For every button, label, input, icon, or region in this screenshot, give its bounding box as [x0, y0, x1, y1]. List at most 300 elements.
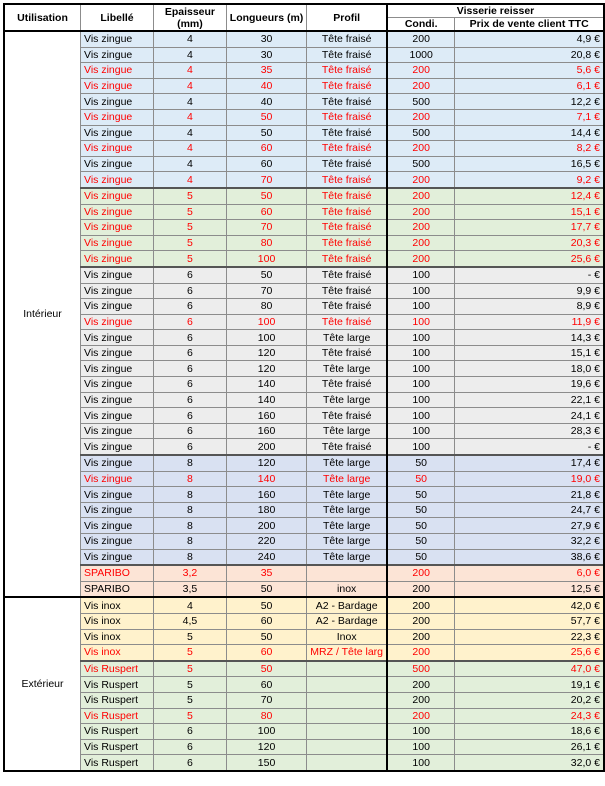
- table-row: [4, 377, 604, 393]
- condi-cell: 200: [387, 188, 455, 204]
- prix-cell: 15,1 €: [455, 204, 604, 220]
- table-row: [4, 581, 604, 597]
- profil-cell: Tête large: [307, 487, 387, 503]
- profil-cell: Tête fraisé: [307, 299, 387, 315]
- condi-cell: 200: [387, 78, 455, 94]
- prix-cell: 7,1 €: [455, 109, 604, 125]
- prix-cell: 19,6 €: [455, 377, 604, 393]
- table-row: [4, 613, 604, 629]
- table-row: [4, 235, 604, 251]
- profil-cell: Tête large: [307, 423, 387, 439]
- libelle-cell: Vis zingue: [81, 267, 154, 283]
- libelle-cell: Vis zingue: [81, 471, 154, 487]
- longueur-cell: 220: [226, 534, 307, 550]
- profil-cell: Tête fraisé: [307, 94, 387, 110]
- epaisseur-cell: 6: [154, 755, 227, 771]
- profil-cell: Tête fraisé: [307, 220, 387, 236]
- condi-cell: 100: [387, 423, 455, 439]
- libelle-cell: Vis zingue: [81, 31, 154, 47]
- table-row: [4, 487, 604, 503]
- prix-cell: 11,9 €: [455, 314, 604, 330]
- epaisseur-cell: 4: [154, 78, 227, 94]
- prix-cell: - €: [455, 267, 604, 283]
- condi-cell: 50: [387, 487, 455, 503]
- profil-cell: A2 - Bardage: [307, 613, 387, 629]
- profil-cell: Tête large: [307, 549, 387, 565]
- epaisseur-cell: 6: [154, 439, 227, 455]
- libelle-cell: Vis Ruspert: [81, 692, 154, 708]
- prix-cell: 20,8 €: [455, 47, 604, 63]
- prix-cell: 4,9 €: [455, 31, 604, 47]
- longueur-cell: 100: [226, 251, 307, 267]
- longueur-cell: 240: [226, 549, 307, 565]
- longueur-cell: 180: [226, 502, 307, 518]
- libelle-cell: Vis zingue: [81, 172, 154, 188]
- libelle-cell: Vis zingue: [81, 534, 154, 550]
- prix-cell: 24,3 €: [455, 708, 604, 724]
- prix-cell: 20,2 €: [455, 692, 604, 708]
- profil-cell: A2 - Bardage: [307, 597, 387, 613]
- condi-cell: 200: [387, 645, 455, 661]
- longueur-cell: 40: [226, 94, 307, 110]
- epaisseur-cell: 4: [154, 94, 227, 110]
- longueur-cell: 80: [226, 299, 307, 315]
- header-visserie-reisser: Visserie reisser: [387, 4, 604, 18]
- condi-cell: 200: [387, 597, 455, 613]
- condi-cell: 500: [387, 125, 455, 141]
- longueur-cell: 40: [226, 78, 307, 94]
- libelle-cell: Vis zingue: [81, 423, 154, 439]
- condi-cell: 1000: [387, 47, 455, 63]
- condi-cell: 50: [387, 534, 455, 550]
- table-row: [4, 408, 604, 424]
- libelle-cell: Vis zingue: [81, 109, 154, 125]
- epaisseur-cell: 6: [154, 392, 227, 408]
- longueur-cell: 60: [226, 613, 307, 629]
- profil-cell: Tête fraisé: [307, 235, 387, 251]
- profil-cell: Tête fraisé: [307, 125, 387, 141]
- condi-cell: 100: [387, 330, 455, 346]
- prix-cell: 18,6 €: [455, 724, 604, 740]
- prix-cell: 8,2 €: [455, 141, 604, 157]
- epaisseur-cell: 8: [154, 487, 227, 503]
- longueur-cell: 60: [226, 156, 307, 172]
- epaisseur-cell: 5: [154, 708, 227, 724]
- condi-cell: 100: [387, 361, 455, 377]
- prix-cell: 28,3 €: [455, 423, 604, 439]
- table-row: [4, 692, 604, 708]
- condi-cell: 100: [387, 724, 455, 740]
- epaisseur-cell: 5: [154, 677, 227, 693]
- prix-cell: 14,4 €: [455, 125, 604, 141]
- condi-cell: 200: [387, 235, 455, 251]
- condi-cell: 500: [387, 94, 455, 110]
- price-table: [3, 3, 605, 772]
- longueur-cell: 50: [226, 581, 307, 597]
- prix-cell: 24,7 €: [455, 502, 604, 518]
- utilisation-cell: Extérieur: [4, 597, 81, 771]
- longueur-cell: 30: [226, 31, 307, 47]
- profil-cell: Tête fraisé: [307, 141, 387, 157]
- header-libelle: Libellé: [81, 4, 154, 31]
- prix-cell: 16,5 €: [455, 156, 604, 172]
- libelle-cell: Vis zingue: [81, 63, 154, 79]
- longueur-cell: 70: [226, 283, 307, 299]
- libelle-cell: Vis zingue: [81, 361, 154, 377]
- condi-cell: 200: [387, 708, 455, 724]
- epaisseur-cell: 6: [154, 724, 227, 740]
- profil-cell: [307, 739, 387, 755]
- condi-cell: 100: [387, 299, 455, 315]
- libelle-cell: Vis zingue: [81, 125, 154, 141]
- table-row: [4, 739, 604, 755]
- condi-cell: 100: [387, 314, 455, 330]
- prix-cell: 12,5 €: [455, 581, 604, 597]
- condi-cell: 200: [387, 220, 455, 236]
- libelle-cell: Vis zingue: [81, 455, 154, 471]
- profil-cell: Tête fraisé: [307, 439, 387, 455]
- libelle-cell: Vis Ruspert: [81, 739, 154, 755]
- libelle-cell: Vis zingue: [81, 220, 154, 236]
- table-row: [4, 345, 604, 361]
- libelle-cell: Vis zingue: [81, 283, 154, 299]
- epaisseur-cell: 5: [154, 204, 227, 220]
- libelle-cell: Vis inox: [81, 613, 154, 629]
- table-row: [4, 172, 604, 188]
- libelle-cell: Vis Ruspert: [81, 755, 154, 771]
- prix-cell: 20,3 €: [455, 235, 604, 251]
- table-row: [4, 204, 604, 220]
- libelle-cell: Vis Ruspert: [81, 661, 154, 677]
- table-row: [4, 156, 604, 172]
- libelle-cell: Vis zingue: [81, 502, 154, 518]
- table-row: [4, 597, 604, 613]
- epaisseur-cell: 6: [154, 330, 227, 346]
- epaisseur-cell: 8: [154, 534, 227, 550]
- profil-cell: Tête large: [307, 330, 387, 346]
- condi-cell: 200: [387, 629, 455, 645]
- libelle-cell: Vis zingue: [81, 377, 154, 393]
- profil-cell: [307, 677, 387, 693]
- condi-cell: 100: [387, 283, 455, 299]
- epaisseur-cell: 3,5: [154, 581, 227, 597]
- profil-cell: Tête fraisé: [307, 31, 387, 47]
- longueur-cell: 160: [226, 408, 307, 424]
- condi-cell: 200: [387, 141, 455, 157]
- prix-cell: 5,6 €: [455, 63, 604, 79]
- condi-cell: 50: [387, 471, 455, 487]
- profil-cell: [307, 724, 387, 740]
- epaisseur-cell: 6: [154, 408, 227, 424]
- table-row: [4, 645, 604, 661]
- longueur-cell: 60: [226, 677, 307, 693]
- profil-cell: Tête large: [307, 471, 387, 487]
- epaisseur-cell: 6: [154, 361, 227, 377]
- table-row: [4, 220, 604, 236]
- longueur-cell: 140: [226, 377, 307, 393]
- profil-cell: Tête large: [307, 392, 387, 408]
- epaisseur-cell: 6: [154, 267, 227, 283]
- longueur-cell: 200: [226, 439, 307, 455]
- table-row: [4, 708, 604, 724]
- epaisseur-cell: 6: [154, 739, 227, 755]
- libelle-cell: Vis zingue: [81, 330, 154, 346]
- table-row: [4, 392, 604, 408]
- profil-cell: Tête fraisé: [307, 377, 387, 393]
- table-row: [4, 109, 604, 125]
- epaisseur-cell: 4: [154, 597, 227, 613]
- prix-cell: 19,1 €: [455, 677, 604, 693]
- prix-cell: 6,0 €: [455, 565, 604, 581]
- libelle-cell: Vis zingue: [81, 188, 154, 204]
- profil-cell: Tête fraisé: [307, 314, 387, 330]
- profil-cell: Tête large: [307, 518, 387, 534]
- libelle-cell: SPARIBO: [81, 565, 154, 581]
- table-row: [4, 267, 604, 283]
- table-row: [4, 518, 604, 534]
- epaisseur-cell: 8: [154, 549, 227, 565]
- table-row: [4, 661, 604, 677]
- epaisseur-cell: 5: [154, 645, 227, 661]
- libelle-cell: Vis zingue: [81, 345, 154, 361]
- longueur-cell: 70: [226, 220, 307, 236]
- condi-cell: 100: [387, 739, 455, 755]
- epaisseur-cell: 4: [154, 63, 227, 79]
- prix-cell: 57,7 €: [455, 613, 604, 629]
- table-row: [4, 188, 604, 204]
- libelle-cell: Vis zingue: [81, 141, 154, 157]
- prix-cell: 14,3 €: [455, 330, 604, 346]
- profil-cell: Tête large: [307, 534, 387, 550]
- profil-cell: Tête fraisé: [307, 63, 387, 79]
- profil-cell: Tête fraisé: [307, 78, 387, 94]
- epaisseur-cell: 6: [154, 314, 227, 330]
- libelle-cell: Vis zingue: [81, 439, 154, 455]
- longueur-cell: 100: [226, 724, 307, 740]
- profil-cell: Tête large: [307, 502, 387, 518]
- epaisseur-cell: 6: [154, 377, 227, 393]
- epaisseur-cell: 5: [154, 692, 227, 708]
- profil-cell: Tête fraisé: [307, 109, 387, 125]
- libelle-cell: Vis zingue: [81, 549, 154, 565]
- condi-cell: 50: [387, 518, 455, 534]
- epaisseur-cell: 3,2: [154, 565, 227, 581]
- table-row: [4, 423, 604, 439]
- profil-cell: Tête fraisé: [307, 267, 387, 283]
- condi-cell: 200: [387, 677, 455, 693]
- libelle-cell: Vis zingue: [81, 94, 154, 110]
- table-row: [4, 755, 604, 771]
- prix-cell: 21,8 €: [455, 487, 604, 503]
- longueur-cell: 140: [226, 471, 307, 487]
- prix-cell: 12,4 €: [455, 188, 604, 204]
- longueur-cell: 50: [226, 109, 307, 125]
- libelle-cell: Vis zingue: [81, 299, 154, 315]
- longueur-cell: 50: [226, 661, 307, 677]
- prix-cell: 22,1 €: [455, 392, 604, 408]
- longueur-cell: 120: [226, 739, 307, 755]
- table-row: [4, 314, 604, 330]
- epaisseur-cell: 5: [154, 661, 227, 677]
- condi-cell: 100: [387, 755, 455, 771]
- profil-cell: [307, 708, 387, 724]
- header-profil: Profil: [307, 4, 387, 31]
- longueur-cell: 120: [226, 455, 307, 471]
- libelle-cell: Vis Ruspert: [81, 724, 154, 740]
- libelle-cell: Vis inox: [81, 597, 154, 613]
- profil-cell: Tête fraisé: [307, 156, 387, 172]
- table-row: [4, 63, 604, 79]
- epaisseur-cell: 4: [154, 125, 227, 141]
- prix-cell: 25,6 €: [455, 251, 604, 267]
- libelle-cell: Vis inox: [81, 645, 154, 661]
- condi-cell: 200: [387, 251, 455, 267]
- prix-cell: 19,0 €: [455, 471, 604, 487]
- utilisation-cell: Intérieur: [4, 31, 81, 597]
- longueur-cell: 50: [226, 597, 307, 613]
- table-row: [4, 471, 604, 487]
- longueur-cell: 150: [226, 755, 307, 771]
- libelle-cell: SPARIBO: [81, 581, 154, 597]
- condi-cell: 200: [387, 692, 455, 708]
- longueur-cell: 35: [226, 63, 307, 79]
- longueur-cell: 70: [226, 692, 307, 708]
- libelle-cell: Vis inox: [81, 629, 154, 645]
- profil-cell: Tête fraisé: [307, 47, 387, 63]
- longueur-cell: 160: [226, 423, 307, 439]
- header-epaisseur: Epaisseur (mm): [154, 4, 227, 31]
- prix-cell: 9,9 €: [455, 283, 604, 299]
- table-row: [4, 31, 604, 47]
- condi-cell: 100: [387, 377, 455, 393]
- epaisseur-cell: 8: [154, 518, 227, 534]
- libelle-cell: Vis zingue: [81, 156, 154, 172]
- profil-cell: Tête large: [307, 361, 387, 377]
- prix-cell: 24,1 €: [455, 408, 604, 424]
- epaisseur-cell: 4: [154, 156, 227, 172]
- condi-cell: 200: [387, 172, 455, 188]
- prix-cell: 15,1 €: [455, 345, 604, 361]
- table-row: [4, 47, 604, 63]
- header-prix: Prix de vente client TTC: [455, 18, 604, 32]
- longueur-cell: 60: [226, 141, 307, 157]
- profil-cell: Tête fraisé: [307, 172, 387, 188]
- table-row: [4, 251, 604, 267]
- profil-cell: [307, 565, 387, 581]
- prix-cell: 17,4 €: [455, 455, 604, 471]
- epaisseur-cell: 4: [154, 47, 227, 63]
- epaisseur-cell: 5: [154, 188, 227, 204]
- longueur-cell: 50: [226, 267, 307, 283]
- condi-cell: 50: [387, 549, 455, 565]
- condi-cell: 200: [387, 565, 455, 581]
- condi-cell: 200: [387, 63, 455, 79]
- epaisseur-cell: 8: [154, 471, 227, 487]
- table-row: [4, 141, 604, 157]
- table-row: [4, 629, 604, 645]
- prix-cell: 8,9 €: [455, 299, 604, 315]
- condi-cell: 50: [387, 455, 455, 471]
- prix-cell: 12,2 €: [455, 94, 604, 110]
- header-utilisation: Utilisation: [4, 4, 81, 31]
- epaisseur-cell: 4: [154, 141, 227, 157]
- epaisseur-cell: 5: [154, 235, 227, 251]
- table-row: [4, 455, 604, 471]
- epaisseur-cell: 6: [154, 299, 227, 315]
- profil-cell: Tête fraisé: [307, 283, 387, 299]
- table-row: [4, 502, 604, 518]
- table-row: [4, 330, 604, 346]
- table-row: [4, 677, 604, 693]
- profil-cell: Tête fraisé: [307, 204, 387, 220]
- profil-cell: Tête fraisé: [307, 188, 387, 204]
- longueur-cell: 60: [226, 645, 307, 661]
- prix-cell: 9,2 €: [455, 172, 604, 188]
- longueur-cell: 35: [226, 565, 307, 581]
- header-condi: Condi.: [387, 18, 455, 32]
- libelle-cell: Vis zingue: [81, 487, 154, 503]
- table-row: [4, 94, 604, 110]
- longueur-cell: 100: [226, 314, 307, 330]
- profil-cell: Tête fraisé: [307, 251, 387, 267]
- profil-cell: [307, 755, 387, 771]
- prix-cell: - €: [455, 439, 604, 455]
- longueur-cell: 60: [226, 204, 307, 220]
- libelle-cell: Vis zingue: [81, 518, 154, 534]
- libelle-cell: Vis zingue: [81, 78, 154, 94]
- prix-cell: 25,6 €: [455, 645, 604, 661]
- condi-cell: 50: [387, 502, 455, 518]
- epaisseur-cell: 6: [154, 423, 227, 439]
- prix-cell: 27,9 €: [455, 518, 604, 534]
- profil-cell: MRZ / Tête larg: [307, 645, 387, 661]
- condi-cell: 200: [387, 31, 455, 47]
- condi-cell: 100: [387, 345, 455, 361]
- profil-cell: Tête large: [307, 455, 387, 471]
- table-row: [4, 361, 604, 377]
- prix-cell: 32,0 €: [455, 755, 604, 771]
- condi-cell: 200: [387, 581, 455, 597]
- libelle-cell: Vis zingue: [81, 408, 154, 424]
- profil-cell: [307, 661, 387, 677]
- profil-cell: inox: [307, 581, 387, 597]
- longueur-cell: 200: [226, 518, 307, 534]
- epaisseur-cell: 4: [154, 109, 227, 125]
- condi-cell: 200: [387, 613, 455, 629]
- libelle-cell: Vis zingue: [81, 392, 154, 408]
- prix-cell: 17,7 €: [455, 220, 604, 236]
- table-row: [4, 724, 604, 740]
- libelle-cell: Vis zingue: [81, 314, 154, 330]
- prix-cell: 42,0 €: [455, 597, 604, 613]
- longueur-cell: 80: [226, 708, 307, 724]
- table-row: [4, 549, 604, 565]
- epaisseur-cell: 5: [154, 629, 227, 645]
- prix-cell: 38,6 €: [455, 549, 604, 565]
- longueur-cell: 120: [226, 345, 307, 361]
- condi-cell: 200: [387, 204, 455, 220]
- condi-cell: 100: [387, 408, 455, 424]
- condi-cell: 100: [387, 439, 455, 455]
- prix-cell: 18,0 €: [455, 361, 604, 377]
- epaisseur-cell: 4: [154, 172, 227, 188]
- epaisseur-cell: 6: [154, 283, 227, 299]
- profil-cell: Inox: [307, 629, 387, 645]
- prix-cell: 32,2 €: [455, 534, 604, 550]
- longueur-cell: 100: [226, 330, 307, 346]
- longueur-cell: 70: [226, 172, 307, 188]
- libelle-cell: Vis Ruspert: [81, 708, 154, 724]
